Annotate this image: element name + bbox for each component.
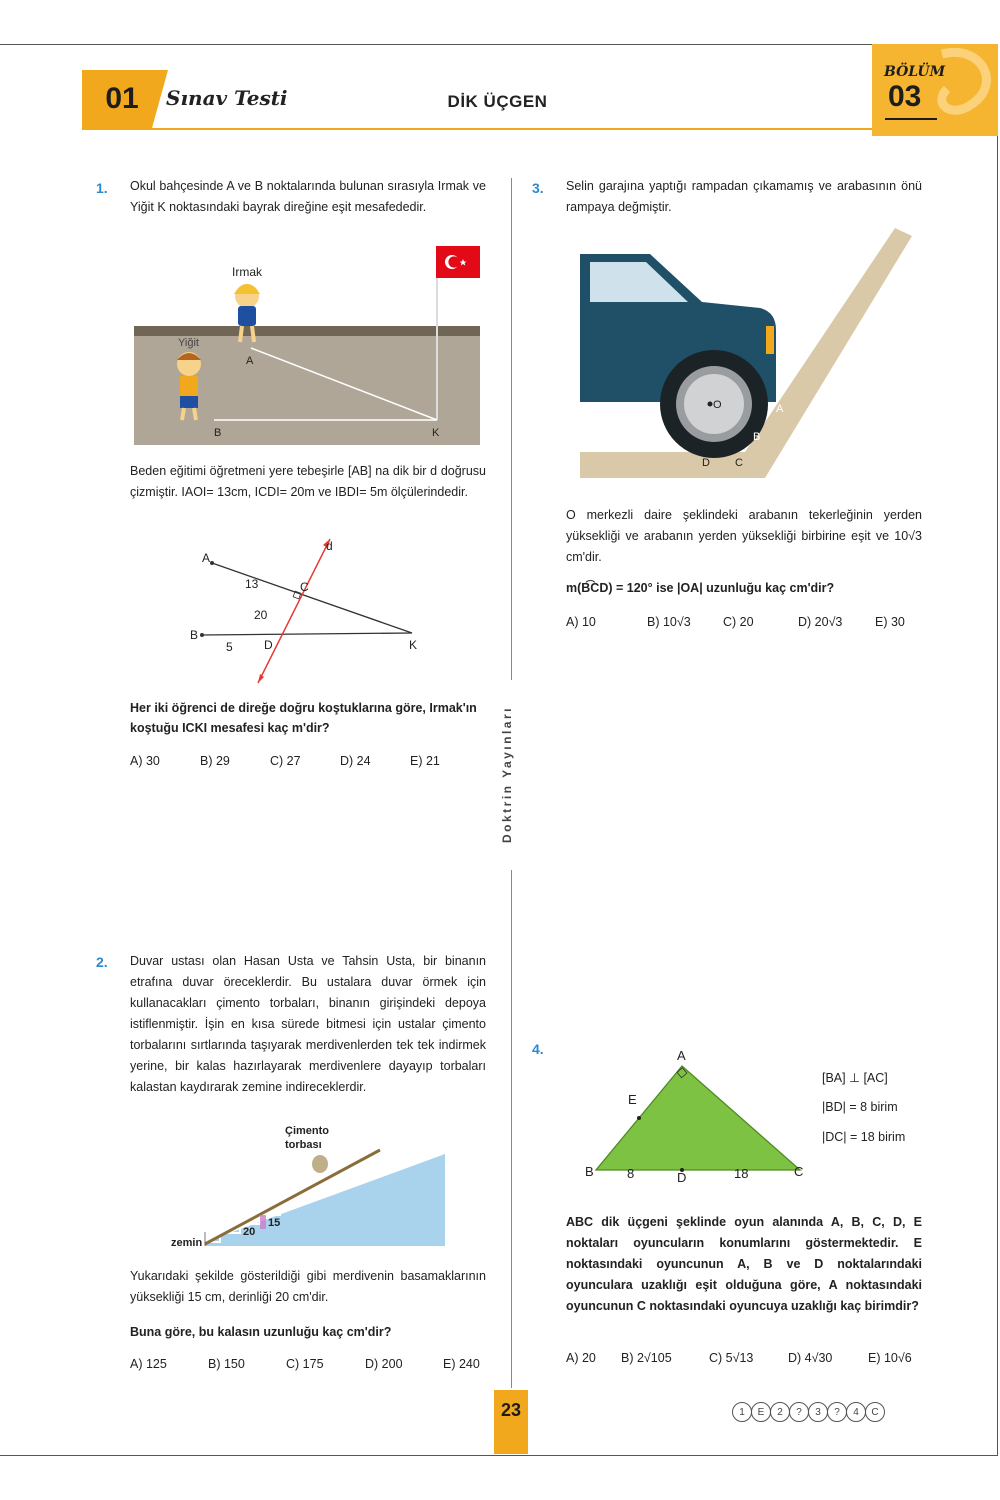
svg-text:8: 8	[627, 1166, 635, 1181]
label-cimento: Çimento	[285, 1125, 329, 1137]
answer-key-item: ?	[789, 1402, 809, 1422]
q4-info-2: |BD| = 8 birim	[822, 1100, 898, 1114]
svg-text:C: C	[300, 580, 309, 594]
svg-text:C: C	[735, 457, 743, 469]
q3-text2: O merkezli daire şeklindeki arabanın tekerleğinin yerden yüksekliği ve arabanın yerden yüksekliği birbirine eşit ve 10√3 cm'dir.	[566, 508, 922, 564]
q4-option-b[interactable]: B) 2√105	[621, 1351, 672, 1365]
svg-text:D: D	[702, 457, 710, 469]
q3-number: 3.	[532, 180, 544, 196]
label-yigit: Yiğit	[178, 337, 199, 349]
svg-text:13: 13	[245, 577, 259, 591]
answer-key-item: ?	[827, 1402, 847, 1422]
q1-option-a[interactable]: A) 30	[130, 754, 160, 768]
q3-option-d[interactable]: D) 20√3	[798, 615, 843, 629]
triangle-abc	[596, 1066, 800, 1170]
bolum-underline	[885, 118, 937, 120]
answer-key-item: C	[865, 1402, 885, 1422]
wall-top	[134, 326, 480, 336]
q3-option-c[interactable]: C) 20	[723, 615, 754, 629]
label-step-height: 15	[268, 1217, 281, 1229]
svg-text:O: O	[713, 399, 722, 411]
label-a: A	[246, 355, 254, 367]
svg-text:C: C	[794, 1164, 804, 1179]
q2-option-e[interactable]: E) 240	[443, 1357, 480, 1371]
svg-text:A: A	[677, 1048, 686, 1063]
bolum-number: 03	[888, 80, 922, 113]
svg-text:A: A	[202, 551, 211, 565]
svg-text:D: D	[264, 638, 273, 652]
answer-key-item: 1	[732, 1402, 752, 1422]
q3-option-b[interactable]: B) 10√3	[647, 615, 691, 629]
line-d	[258, 539, 330, 683]
answer-key-item: E	[751, 1402, 771, 1422]
svg-text:E: E	[628, 1092, 637, 1107]
label-torbasi: torbası	[285, 1139, 322, 1151]
q4-question: ABC dik üçgeni şeklinde oyun alanında A, B, C, D, E noktaları oyuncuların konumlarını göstermektedir. E noktasındaki oyuncunun A, B ve D noktalarındaki oyunculara uzaklığı eşit olduğuna göre, A noktasındaki oyuncunun C noktasındaki oyuncuya uzaklığı kaç birimdir?	[566, 1215, 922, 1313]
answer-key-item: 3	[808, 1402, 828, 1422]
q3-question: m(B͡CD) = 120° ise |OA| uzunluğu kaç cm'dir?	[566, 581, 835, 595]
label-zemin: zemin	[171, 1237, 203, 1249]
q2-number: 2.	[96, 954, 108, 970]
q1-number: 1.	[96, 180, 108, 196]
q4-info-3: |DC| = 18 birim	[822, 1130, 906, 1144]
answer-key-item: 2	[770, 1402, 790, 1422]
bolum-label: BÖLÜM	[884, 64, 946, 80]
label-step-depth: 20	[243, 1226, 256, 1238]
q3-text: Selin garajına yaptığı rampadan çıkamamış ve arabasının önü rampaya değmiştir.	[566, 179, 922, 214]
answer-key	[732, 1402, 884, 1422]
q3-option-e[interactable]: E) 30	[875, 615, 905, 629]
svg-text:K: K	[409, 638, 418, 652]
q2-question: Buna göre, bu kalasın uzunluğu kaç cm'dir?	[130, 1325, 392, 1339]
q1-question: Her iki öğrenci de direğe doğru koştuklarına göre, Irmak'ın koştuğu ICKI mesafesi kaç m'dir?	[130, 701, 477, 735]
q1-option-d[interactable]: D) 24	[340, 754, 371, 768]
garage-floor	[580, 452, 760, 478]
q2-option-b[interactable]: B) 150	[208, 1357, 245, 1371]
q4-option-a[interactable]: A) 20	[566, 1351, 596, 1365]
q3-car-ramp-figure	[580, 226, 915, 482]
q4-number: 4.	[532, 1041, 544, 1057]
q2-text: Duvar ustası olan Hasan Usta ve Tahsin Usta, bir binanın etrafına duvar öreceklerdir. Bu ustalara duvar örmek için kullanacakları çimento torbaları, binanın girişindeki depoya istiflenmiştir. İşin en kısa sürede bitmesi için ustalar çimento torbalarını sırtlarında taşıyarak merdivenlerden tek tek indirmek yerine, bir kalas hazırlayarak merdivenlere dayayıp torbaları kalastan kaydırarak zemine indireceklerdir.	[130, 954, 486, 1094]
page-number: 23	[500, 1400, 522, 1420]
line-bk	[202, 633, 412, 635]
q4-triangle-figure	[582, 1044, 812, 1184]
q4-option-e[interactable]: E) 10√6	[868, 1351, 912, 1365]
svg-text:5: 5	[226, 640, 233, 654]
label-irmak: Irmak	[232, 265, 262, 279]
label-k: K	[432, 427, 440, 439]
q1-text: Okul bahçesinde A ve B noktalarında bulunan sırasıyla Irmak ve Yiğit K noktasındaki bayrak direğine eşit mesafededir.	[130, 179, 486, 214]
svg-text:18: 18	[734, 1166, 749, 1181]
q1-text2: Beden eğitimi öğretmeni yere tebeşirle [AB] na dik bir d doğrusu çizmiştir. IAOI= 13cm, ICDI= 20m ve IBDI= 5m ölçülerindedir.	[130, 464, 486, 499]
q2-option-d[interactable]: D) 200	[365, 1357, 403, 1371]
cement-bag	[312, 1155, 328, 1173]
q3-option-a[interactable]: A) 10	[566, 615, 596, 629]
page-title: DİK ÜÇGEN	[447, 92, 548, 111]
q1-schoolyard-figure	[134, 244, 484, 446]
answer-key-item: 4	[846, 1402, 866, 1422]
svg-text:D: D	[677, 1170, 687, 1184]
svg-text:A: A	[776, 403, 784, 415]
q4-info-1: [BA] ⊥ [AC]	[822, 1071, 888, 1085]
svg-text:B: B	[753, 431, 761, 443]
test-number: 01	[82, 70, 152, 128]
q1-option-b[interactable]: B) 29	[200, 754, 230, 768]
q2-text2: Yukarıdaki şekilde gösterildiği gibi merdivenin basamaklarının yüksekliği 15 cm, derinliği 20 cm'dir.	[130, 1269, 486, 1304]
q4-option-d[interactable]: D) 4√30	[788, 1351, 833, 1365]
svg-text:20: 20	[254, 608, 268, 622]
q1-option-c[interactable]: C) 27	[270, 754, 301, 768]
q2-option-c[interactable]: C) 175	[286, 1357, 324, 1371]
svg-text:B: B	[585, 1164, 594, 1179]
q1-option-e[interactable]: E) 21	[410, 754, 440, 768]
q2-option-a[interactable]: A) 125	[130, 1357, 167, 1371]
svg-text:d: d	[326, 539, 333, 553]
test-subtitle: Sınav Testi	[166, 86, 288, 110]
svg-text:B: B	[190, 628, 199, 642]
q4-option-c[interactable]: C) 5√13	[709, 1351, 754, 1365]
q2-stairs-figure	[165, 1120, 450, 1250]
q1-geometry-diagram	[190, 535, 440, 685]
label-b: B	[214, 427, 222, 439]
publisher-side-text: Doktrin Yayınları	[500, 680, 520, 870]
